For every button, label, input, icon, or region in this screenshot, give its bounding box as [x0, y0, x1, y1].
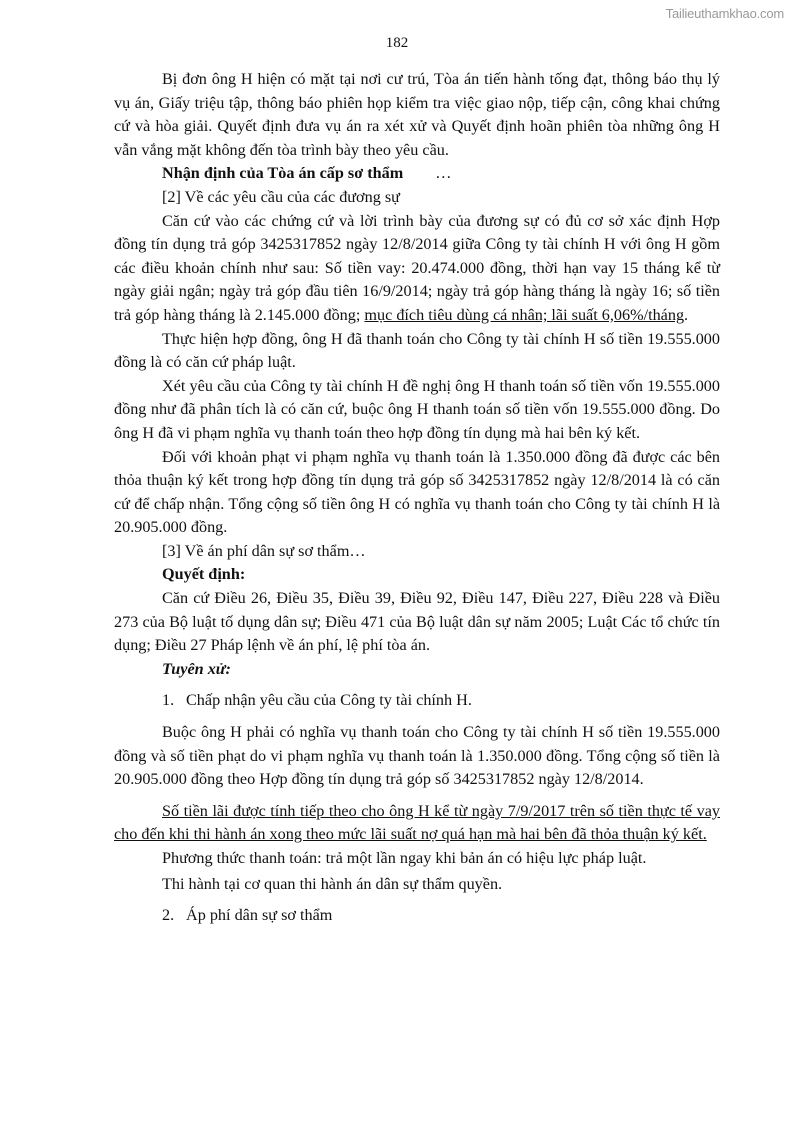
verdict-item-1-text: Chấp nhận yêu cầu của Công ty tài chính H.	[186, 691, 472, 710]
page-number: 182	[385, 35, 409, 51]
contract-terms-end: .	[684, 305, 689, 324]
verdict-item-2	[114, 904, 720, 928]
verdict-item-1	[114, 689, 720, 713]
paragraph-defendant-absence: Bị đơn ông H hiện có mặt tại nơi cư trú, Tòa án tiến hành tống đạt, thông báo thụ lý vụ án, Giấy triệu tập, thông báo phiên họp kiểm tra việc giao nộp, tiếp cận, công khai chứng cứ và hòa giải. Quyết định đưa vụ án ra xét xử và Quyết định hoãn phiên tòa những ông H vẫn vắng mặt không đến tòa trình bày theo yêu cầu.	[114, 70, 720, 159]
paragraph-obligation: Buộc ông H phải có nghĩa vụ thanh toán cho Công ty tài chính H số tiền 19.555.000 đồng và số tiền phạt do vi phạm nghĩa vụ thanh toán là 1.350.000 đồng. Tổng cộng số tiền là 20.905.000 đồng theo Hợp đồng tín dụng trả góp số 3425317852 ngày 12/8/2014.	[114, 723, 720, 789]
watermark: Tailieuthamkhao.com	[665, 6, 784, 21]
heading-decision: Quyết định:	[162, 565, 246, 584]
paragraph-payment-method: Phương thức thanh toán: trả một lần ngay khi bản án có hiệu lực pháp luật.	[162, 849, 647, 867]
verdict-item-2-text: Áp phí dân sự sơ thẩm	[186, 906, 333, 925]
paragraph-penalty: Đối với khoản phạt vi phạm nghĩa vụ thanh toán là 1.350.000 đồng đã được các bên thỏa thuận ký kết trong hợp đồng tín dụng trả góp số 3425317852 ngày 12/8/2014 là có căn cứ để chấp nhận. Tổng cộng số tiền ông H có nghĩa vụ thanh toán cho Công ty tài chính H là 20.905.000 đồng.	[114, 447, 720, 537]
heading-court-assessment	[114, 162, 720, 186]
heading-ellipsis: …	[435, 164, 452, 183]
heading-verdict: Tuyên xử:	[162, 659, 231, 678]
paragraph-legal-basis: Căn cứ Điều 26, Điều 35, Điều 39, Điều 92, Điều 147, Điều 227, Điều 228 và Điều 273 của Bộ luật tố dụng dân sự; Điều 471 của Bộ luật dân sự năm 2005; Luật Các tổ chức tín dụng; Điều 27 Pháp lệnh về án phí, lệ phí tòa án.	[114, 589, 720, 655]
document-body	[114, 68, 720, 928]
section-2-heading: [2] Về các yêu cầu của các đương sự	[162, 187, 400, 206]
paragraph-enforcement: Thi hành tại cơ quan thi hành án dân sự thẩm quyền.	[162, 874, 503, 893]
paragraph-payment-made: Thực hiện hợp đồng, ông H đã thanh toán cho Công ty tài chính H số tiền 19.555.000 đồng là có căn cứ pháp luật.	[114, 329, 720, 372]
verdict-item-2-number: 2.	[162, 906, 175, 925]
contract-purpose-underlined: mục đích tiêu dùng cá nhân; lãi suất 6,06%/tháng	[364, 305, 685, 324]
paragraph-principal-claim: Xét yêu cầu của Công ty tài chính H đề nghị ông H thanh toán số tiền vốn 19.555.000 đồng như đã phân tích là có căn cứ, buộc ông H thanh toán số tiền vốn 19.555.000 đồng. Do ông H đã vi phạm nghĩa vụ thanh toán theo hợp đồng tín dụng mà hai bên ký kết.	[114, 376, 720, 442]
paragraph-contract-terms	[114, 210, 720, 328]
section-3-heading: [3] Về án phí dân sự sơ thẩm…	[162, 541, 366, 560]
contract-terms-text: Căn cứ vào các chứng cứ và lời trình bày của đương sự có đủ cơ sở xác định Hợp đồng tín dụng trả góp 3425317852 ngày 12/8/2014 giữa Công ty tài chính H với ông H gồm các điều khoản chính như sau: Số tiền vay: 20.474.000 đồng, thời hạn vay 15 tháng kể từ ngày giải ngân; ngày trả góp đầu tiên 16/9/2014; ngày trả góp hàng tháng là ngày 16; số tiền trả góp hàng tháng là 2.145.000 đồng;	[114, 211, 720, 324]
heading-court-assessment-text: Nhận định của Tòa án cấp sơ thẩm	[162, 164, 404, 183]
paragraph-interest-underlined: Số tiền lãi được tính tiếp theo cho ông H kể từ ngày 7/9/2017 trên số tiền thực tế vay cho đến khi thi hành án xong theo mức lãi suất nợ quá hạn mà hai bên đã thỏa thuận ký kết.	[114, 801, 720, 844]
verdict-item-1-number: 1.	[162, 691, 175, 710]
